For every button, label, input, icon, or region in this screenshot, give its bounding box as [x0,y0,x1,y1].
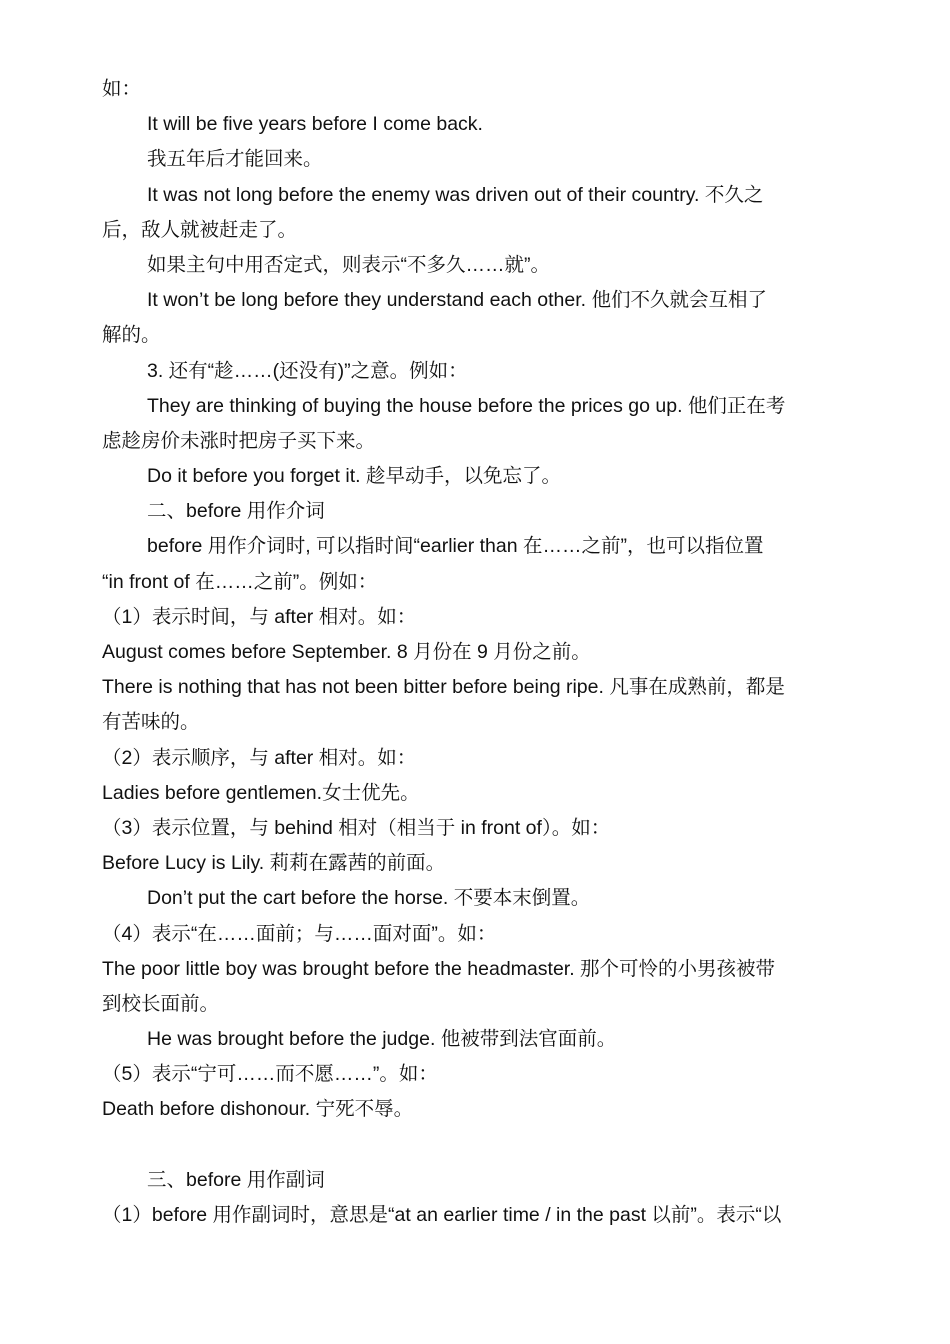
text-line: 如： [102,78,142,100]
example-sentence: Don’t put the cart before the horse. 不要本末倒置。 [147,887,591,910]
example-sentence: Do it before you forget it. 趁早动手，以免忘了。 [147,465,561,488]
translation-line: 我五年后才能回来。 [147,148,323,171]
text-line: 有苦味的。 [102,711,200,734]
section-heading: 三、before 用作副词 [147,1168,325,1191]
text-line: 如果主句中用否定式，则表示“不多久……就”。 [147,253,550,276]
example-sentence: Ladies before gentlemen.女士优先。 [102,781,420,804]
section-heading: 二、before 用作介词 [147,500,325,523]
numbered-point: （2）表示顺序，与 after 相对。如： [102,746,417,769]
text-line: 到校长面前。 [102,992,220,1015]
numbered-point: （1）表示时间，与 after 相对。如： [102,605,417,628]
example-sentence: He was brought before the judge. 他被带到法官面前。 [147,1028,617,1051]
numbered-point: （4）表示“在……面前；与……面对面”。如： [102,922,497,945]
example-sentence: The poor little boy was brought before the headmaster. 那个可怜的小男孩被带 [102,957,776,980]
numbered-point: （1）before 用作副词时，意思是“at an earlier time / in the past 以前”。表示“以 [102,1204,782,1226]
text-line: 解的。 [102,324,161,347]
numbered-point: （5）表示“宁可……而不愿……”。如： [102,1063,438,1086]
blank-line [102,1128,850,1163]
text-line: 虑趁房价未涨时把房子买下来。 [102,429,376,452]
example-sentence: It will be five years before I come back. [147,113,483,136]
example-sentence: August comes before September. 8 月份在 9 月份之前。 [102,641,591,663]
example-sentence: Death before dishonour. 宁死不辱。 [102,1098,414,1121]
numbered-point: （3）表示位置，与 behind 相对（相当于 in front of）。如： [102,816,611,839]
text-line: “in front of 在……之前”。例如： [102,570,378,593]
example-sentence: Before Lucy is Lily. 莉莉在露茜的前面。 [102,852,446,875]
example-sentence: It won’t be long before they understand each other. 他们不久就会互相了 [147,289,767,312]
example-sentence: They are thinking of buying the house before the prices go up. 他们正在考 [147,394,786,417]
text-line: 后，敌人就被赶走了。 [102,218,298,241]
document-page [102,72,850,1233]
numbered-point: 3. 还有“趁……(还没有)”之意。例如： [147,359,468,382]
example-sentence: There is nothing that has not been bitter before being ripe. 凡事在成熟前，都是 [102,676,785,699]
text-line: before 用作介词时, 可以指时间“earlier than 在……之前”，也可以指位置 [147,535,764,558]
example-sentence: It was not long before the enemy was driven out of their country. 不久之 [147,183,764,206]
